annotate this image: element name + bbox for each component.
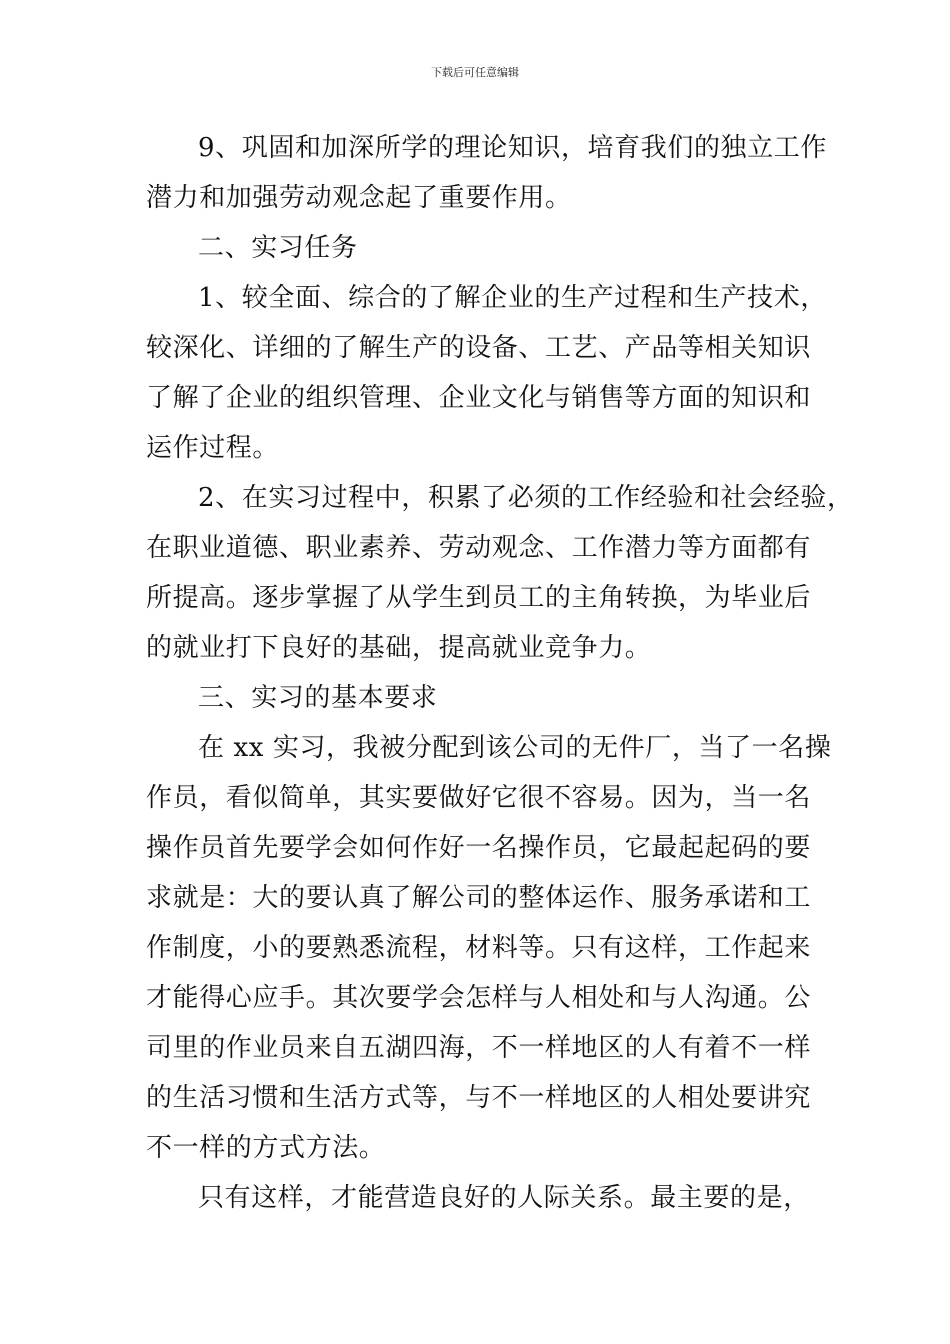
paragraph-line: 较深化、详细的了解生产的设备、工艺、产品等相关知识 xyxy=(146,333,812,363)
paragraph-line: 作制度，小的要熟悉流程，材料等。只有这样，工作起来 xyxy=(146,933,812,963)
paragraph-line: 不一样的方式方法。 xyxy=(146,1133,386,1163)
paragraph-line: 才能得心应手。其次要学会怎样与人相处和与人沟通。公 xyxy=(146,983,812,1013)
paragraph-line: 求就是：大的要认真了解公司的整体运作、服务承诺和工 xyxy=(146,883,812,913)
paragraph-line: 9、巩固和加深所学的理论知识，培育我们的独立工作 xyxy=(198,133,827,163)
paragraph-line: 的就业打下良好的基础，提高就业竞争力。 xyxy=(146,633,652,663)
paragraph-line: 所提高。逐步掌握了从学生到员工的主角转换，为毕业后 xyxy=(146,583,812,613)
paragraph-line: 2、在实习过程中，积累了必须的工作经验和社会经验， xyxy=(198,483,854,513)
paragraph-line: 的生活习惯和生活方式等，与不一样地区的人相处要讲究 xyxy=(146,1083,812,1113)
section-heading: 二、实习任务 xyxy=(198,233,358,263)
paragraph-line: 只有这样，才能营造良好的人际关系。最主要的是， xyxy=(198,1183,810,1213)
paragraph-line: 1、较全面、综合的了解企业的生产过程和生产技术， xyxy=(198,283,827,313)
paragraph-line: 在职业道德、职业素养、劳动观念、工作潜力等方面都有 xyxy=(146,533,812,563)
section-heading: 三、实习的基本要求 xyxy=(198,683,438,713)
page-header: 下载后可任意编辑 xyxy=(431,66,519,79)
paragraph-line: 作员，看似简单，其实要做好它很不容易。因为，当一名 xyxy=(146,783,812,813)
paragraph-line: 潜力和加强劳动观念起了重要作用。 xyxy=(146,183,572,213)
paragraph-line: 司里的作业员来自五湖四海，不一样地区的人有着不一样 xyxy=(146,1033,812,1063)
paragraph-line: 在 xx 实习，我被分配到该公司的无件厂，当了一名操 xyxy=(198,733,832,763)
paragraph-line: 了解了企业的组织管理、企业文化与销售等方面的知识和 xyxy=(146,383,812,413)
paragraph-line: 运作过程。 xyxy=(146,433,280,463)
paragraph-line: 操作员首先要学会如何作好一名操作员，它最起起码的要 xyxy=(146,833,812,863)
